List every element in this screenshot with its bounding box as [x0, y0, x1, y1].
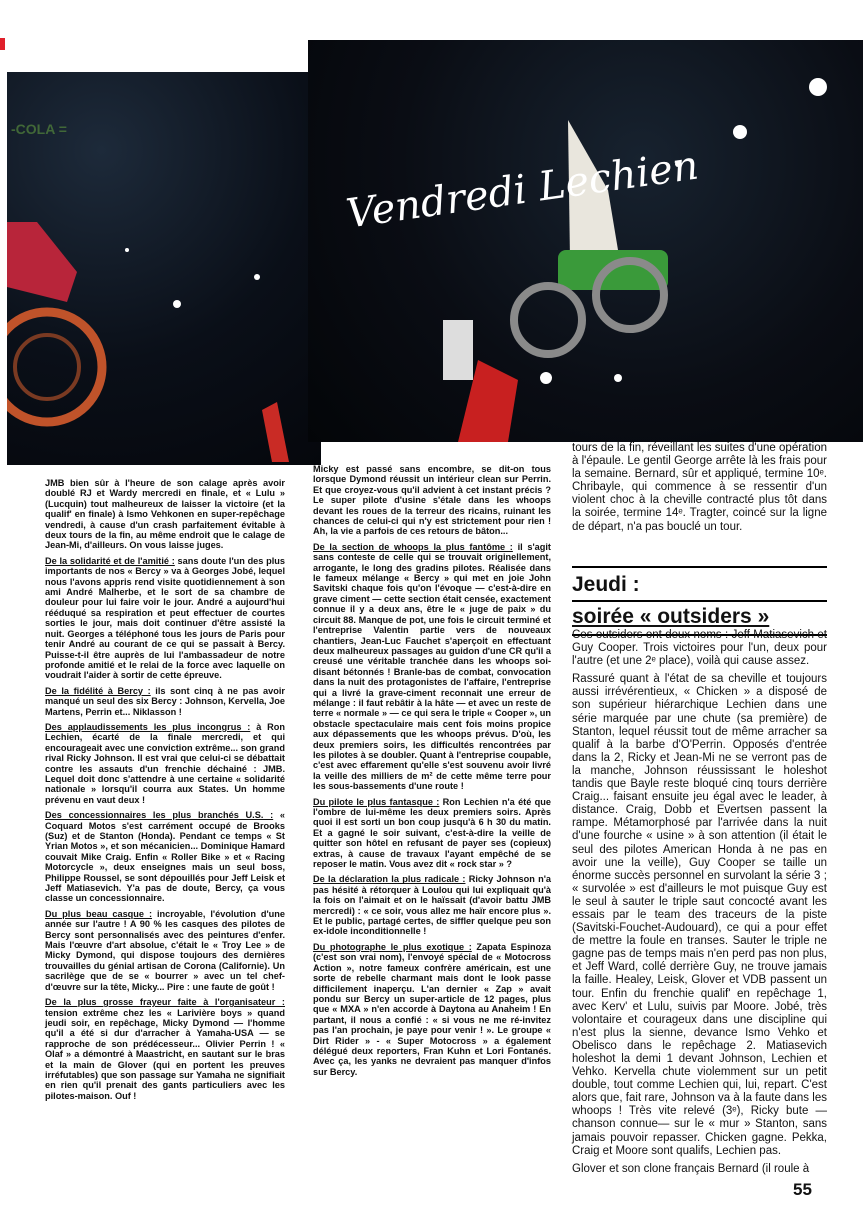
paragraph: De la solidarité et de l'amitié : sans doute l'un des plus importants de nos « Bercy » va à Georges Jobé, lequel nous l'avons appris rend visite quotidiennement à son ami André Malherbe, et le sort de sa chambre de douleur pour lui faire voir le jour. André a aujourd'hui rééduqué sa respiration et peut effectuer de courtes sorties le jour, mais doit continuer d'être assisté la nuit. Georges a téléphoné tous les jours de Paris pour tenir André au courant de ce qui se passait à Bercy. Puisse-t-il être auprès de lui l'ambassadeur de notre profonde amitié et le relai de la force avec laquelle on voudrait l'aider à sortir de cette épreuve.	[45, 555, 286, 681]
paragraph: Des applaudissements les plus incongrus : à Ron Lechien, écarté de la finale mercredi, et qui encourageait avec une conviction extrême... son grand rival Ricky Johnson. Il est vrai que celui-ci se débattait contre les assauts d'un frenchie déchainé : JMB. Lequel doit donc s'attendre à une certaine « solidarité nationale » lorsqu'il courra aux States. Un homme prévenu en vaut deux !	[45, 721, 286, 805]
column-3-top	[572, 442, 827, 539]
photo-rider-jump	[308, 40, 863, 442]
paragraph: De la déclaration la plus radicale : Ricky Johnson n'a pas hésité à rétorquer à Loulou qui lui expliquait qu'à la fois on l'aimait et on le haïssait (d'avoir battu JMB mercredi) : « ce soir, vous allez me haïr encore plus ». Et le public, partagé certes, de siffler quelque peu son ex-idole inconditionnelle !	[313, 874, 551, 937]
paragraph: Du pilote le plus fantasque : Ron Lechien n'a été que l'ombre de lui-même les deux premiers soirs. Après quoi il est sorti un bon coup jusqu'à 6 h 30 du matin. Et a gagné le soir suivant, c'est-à-dire la veille de quitter son hôtel en refusant de payer ses (copieux) extras, à cause de travaux l'ayant empêché de se reposer le matin. Vous avez dit « rock star » ?	[313, 796, 551, 870]
svg-text:-COLA =: -COLA =	[11, 121, 67, 137]
red-corner-mark	[0, 38, 5, 50]
paragraph: Ces outsiders ont deux noms : Jeff Matiasevich et Guy Cooper. Trois victoires pour l'un, deux pour l'autre (et une 2ᵉ place), voilà qui cause assez.	[572, 629, 827, 668]
signature-vendredi-lechien: Vendredi Lechien	[343, 142, 702, 238]
paragraph: Des concessionnaires les plus branchés U.S. : « Coquard Motos s'est carrément occupé de Brooks (Suz) et de Stanton (Honda). Pendant ce temps « St Yrian Motos », et son mécanicien... Dominique Hamard couvait Mike Craig. Enfin « Roller Bike » et « Racing Motorcycle », deux enseignes mais un seul boss, Philippe Roussel, se sont dépouillés pour Jeff Leisk et Jeff Matiasevich. Y'a pas de doute, Bercy, ça vous classe un concessionnaire.	[45, 810, 285, 904]
page-number: 55	[793, 1180, 812, 1199]
column-3-bottom	[572, 629, 827, 1181]
column-2	[313, 464, 551, 1082]
paragraph: JMB bien sûr à l'heure de son calage après avoir doublé RJ et Wardy mercredi en finale, et « Lulu » (Lucquin) tout malheureux de laisser la victoire (et la qualif' en finale) à Ismo Vehkonen en super-repêchage vendredi, à cause d'un crash parfaitement évitable à deux tours de la fin, au même endroit que le calage de Jean-Mi, d'ailleurs. On vous laisse juges.	[45, 478, 285, 551]
column-1	[45, 478, 285, 1106]
paragraph: Micky est passé sans encombre, se dit-on tous lorsque Dymond réussit un intérieur clean sur Perrin. Et que croyez-vous qu'il advient à cet instant précis ? Le super pilote d'usine s'étale dans les whoops devant les roues de la terreur des ricains, ruinant les chances de celui-ci qui n'y est strictement pour rien ! Ah, la vie a parfois de ces retours de bâton...	[313, 464, 551, 537]
paragraph: tours de la fin, réveillant les suites d'une opération à l'épaule. Le gentil George arrête là les frais pour la semaine. Bernard, sûr et appliqué, termine 10ᵉ. Chribayle, qui commence à se ressentir d'un violent choc à la cheville contracté plus tôt dans la soirée, termine 14ᵉ. Tragter, coincé sur la ligne de départ, n'a pas bouclé un tour.	[572, 442, 827, 533]
headline-line-1: Jeudi :	[572, 573, 640, 596]
paragraph: De la section de whoops la plus fantôme : il s'agit sans conteste de celle qui se trouvait originellement, arrogante, le long des gradins pilotes. Réalisée dans le fameux mélange « Bercy » qui met en joie John Savitski chaque fois qu'on l'évoque — c'est-à-dire en grave ciment — cette section était censée, exactement connue il y a deux ans, être le « juge de paix » du circuit 88. Manque de pot, une fois le circuit terminé et l'entreprise Valentin partie vers de nouveaux chantiers, Jean-Luc Fauchet s'aperçoit en effectuant deux malheureux passages au guidon d'une CR qu'il a creusé une véritable tranchée dans les whoops soi-disant bétonnés ! Branle-bas de combat, convocation dans la nuit des protagonistes de l'affaire, l'entreprise qui a livré la grave-ciment reconnait une erreur de mélange : il faut rebâtir à la hâte — et avec un reste de terre « normale » — ce qui sera le triple « Cooper », un obstacle spectaculaire mais cent fois moins propice aux dépassements que les whoops prévus. D'où, les deux premiers soirs, les difficultés rencontrées par les pilotes à se doubler. Quant à l'entreprise coupable, c'est avec effarement qu'elle s'est souvenu avoir livré la veille des milliers de m² de cette même terre pour les sous-bassements d'une route !	[313, 541, 551, 792]
paragraph: Du photographe le plus exotique : Zapata Espinoza (c'est son vrai nom), l'envoyé spécial de « Motocross Action », notre fameux confrère américain, est une sorte de rebelle charmant mais dont le look passe difficilement inaperçu. L'an dernier « Zap » avait pondu sur Bercy un super-article de 12 pages, plus que « MXA » n'en accorde à Daytona au Anaheim ! En partant, il nous a confié : « si vous ne me ré-invitez pas l'an prochain, je paye pour venir ! ». Le groupe « Dirt Rider » - « Super Motocross » a également délégué deux reporters, Fran Kuhn et Lori Fontanés. Avec ça, les yanks ne devraient pas manquer d'infos sur Bercy.	[313, 941, 551, 1077]
headline-line-2: soirée « outsiders »	[572, 600, 827, 630]
section-headline	[572, 566, 827, 636]
photo-rider-left	[7, 72, 321, 465]
paragraph: Glover et son clone français Bernard (il roule à	[572, 1162, 810, 1175]
paragraph: Du plus beau casque : incroyable, l'évolution d'une année sur l'autre ! A 90 % les casques des pilotes de Bercy sont personnalisés avec des peintures d'enfer. Mais l'œuvre d'art absolue, c'était le « Troy Lee » de Micky Dymond, qui dispose toujours des dernières trouvailles du génial artisan de Corona (Californie). Un sacrilège que de se « bourrer » avec un tel chef-d'œuvre sur la tête, Micky... Pire : une faute de goût !	[45, 908, 286, 992]
paragraph: Rassuré quant à l'état de sa cheville et toujours aussi irrévérentieux, « Chicken » a disposé de son supérieur hiérarchique Lechien dans une série marquée par une chute (sa première) de Stanton, lequel réussit tout de même arracher sa qualif à la barbe d'O'Perrin. Opposés d'entrée dans la 2, Ricky et Jean-Mi ne se verront pas de la manche, Johnson réussissant le holeshot tandis que Bayle reste bloqué cinq tours derrière Craig... faisant ensuite jeu égal avec le leader, à distance. Craig, Dobb et Evertsen passent la rampe. Métamorphosé par l'arrivée dans la nuit d'une fourche « usine » à son attention (il était le seul des pilotes American Honda à ne pas en avoir une la veille), Guy Cooper se taille un énorme succès personnel en survolant la série 3 ; « survolée » est d'ailleurs le mot puisque Guy est le seul à sauter le triple saut concocté avant les essais par le team des traceurs de la piste (Savitski-Fouchet-Audouard), ce qui a pour effet de mettre la foule en transes. Sauter le triple ne gagne pas de temps mais n'en perd pas non plus, et Jeff Ward, collé derrière Guy, ne trouve jamais la faille. Healey, Leisk, Glover et VDB passent un tour. Enfin du frenchie qualif' en repêchage 1, avec Kerv' et Lulu, suivis par Moore. Jobé, très volontaire et courageux dans une discipline qui n'est plus la sienne, devance Ismo Vehko et Obelisco dans le repêchage 2. Matiasevich holeshot la demi 1 devant Johnson, Lechien et Vehko. Kervella chute violemment sur un petit double, tout comme Lechien qui, lui, repart. C'est alors que, fait rare, Johnson va à la faute dans les whoops ! Très vite relevé (3ᵉ), Ricky bute —chanson connue— sur le « mur » Stanton, sans jamais pouvoir repasser. Chicken gagne. Pekka, Craig et Moore sont qualifs, Lechien pas.	[572, 673, 827, 1157]
paragraph: De la fidélité à Bercy : ils sont cinq à ne pas avoir manqué un seul des six Bercy : Johnson, Kervella, Joe Martens, Perrin et... Niklasson !	[45, 685, 285, 717]
paragraph: De la plus grosse frayeur faite à l'organisateur : tension extrême chez les « Larivière boys » quand jeudi soir, en repêchage, Micky Dymond — l'homme qu'il a été si dur d'arracher à Yamaha-USA — se rapproche de son prédécesseur... Olivier Perrin ! « Olaf » a démontré à Maastricht, en sautant sur le bras et la main de Glover (qui en portent les preuves irréfutables) que son passage sur Yamaha ne signifiait en rien qu'il prenait des gants particuliers avec les pilotes-maison. Ouf !	[45, 997, 285, 1101]
